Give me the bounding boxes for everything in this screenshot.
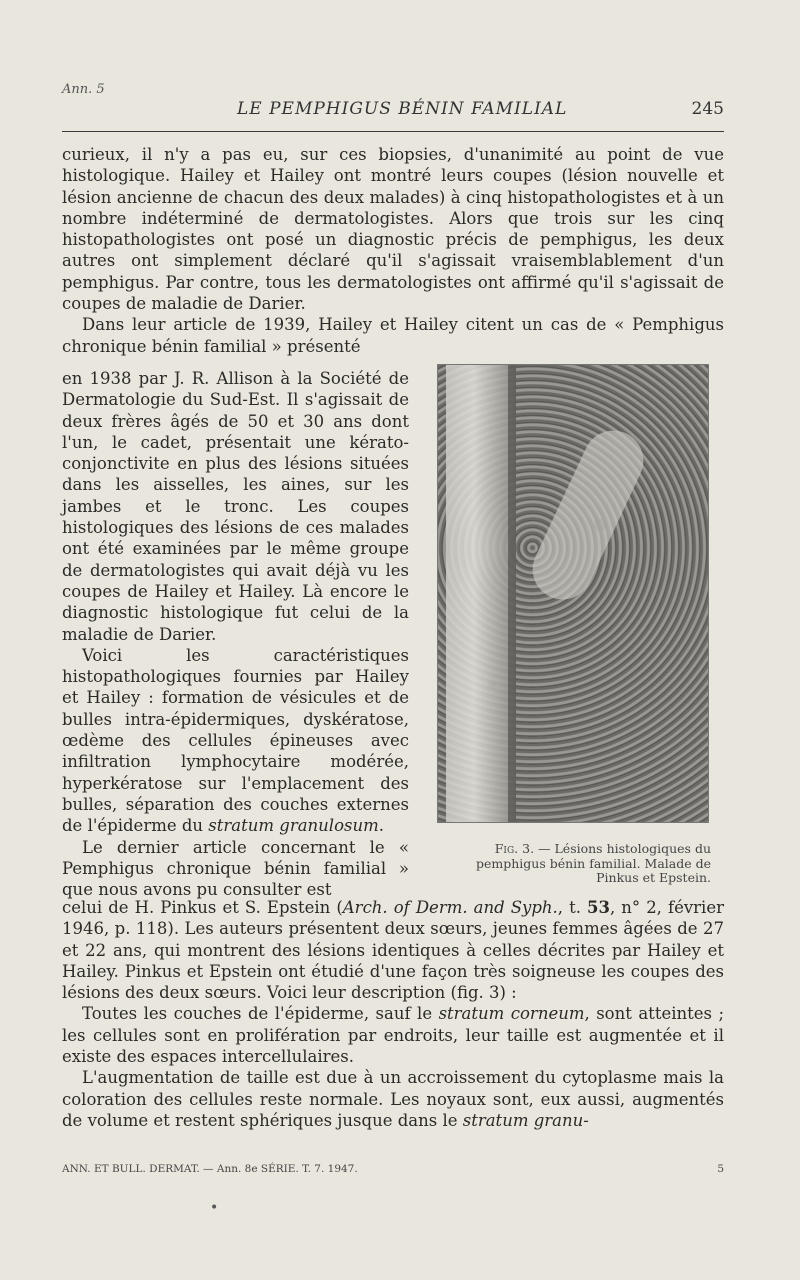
- paragraph-4-text-b: , t.: [557, 898, 587, 917]
- paragraph-3-text: Voici les caractéristiques histopathologiques fournies par Hailey et Hailey : formation de vésicules et de bulles intra-épidermiques, dyskératose, œdème des cellules épineuses avec infiltration lymphocytaire modérée, hyperkératose sur l'emplacement des bulles, séparation des couches externes de l'épiderme du: [62, 645, 409, 836]
- text-block-top: [62, 144, 724, 357]
- journal-title: Arch. of Derm. and Syph.: [342, 898, 558, 917]
- figure-edge-line: [508, 365, 516, 822]
- stratum-corneum-term: stratum corneum: [438, 1004, 585, 1024]
- running-title: LE PEMPHIGUS BÉNIN FAMILIAL: [237, 99, 568, 119]
- paragraph-3-end: .: [378, 816, 385, 836]
- text-block-bottom: [62, 897, 724, 1131]
- paragraph-2-lead: Dans leur article de 1939, Hailey et Hailey citent un cas de « Pemphigus chronique bénin familial » présenté: [62, 315, 724, 356]
- page-footer: [62, 1163, 724, 1175]
- paragraph-4-start: Le dernier article concernant le « Pemphigus chronique bénin familial » que nous avons pu consulter est: [62, 837, 409, 900]
- paragraph-4: [62, 897, 724, 1003]
- running-head: [62, 99, 724, 121]
- header-rule: [62, 131, 724, 132]
- stratum-granulosum-term-2: stratum granu-: [462, 1110, 589, 1130]
- paragraph-2-continued: en 1938 par J. R. Allison à la Société de Dermatologie du Sud-Est. Il s'agissait de deux frères âgés de 50 et 30 ans dont l'un, le cadet, présentait une kérato-conjonctivite en plus des lésions situées dans les aisselles, les aines, sur les jambes et le tronc. Les coupes histologiques des lésions de ces malades ont été examinées par le même groupe de dermatologistes qui avait déjà vu les coupes de Hailey et Hailey. Là encore le diagnostic histologique fut celui de la maladie de Darier.: [62, 369, 409, 644]
- paragraph-6-text: L'augmentation de taille est due à un accroissement du cytoplasme mais la coloration des cellules reste normale. Les noyaux sont, eux aussi, augmentés de volume et restent sphériques jusque dans le: [62, 1068, 724, 1130]
- paragraph-6: [62, 1067, 724, 1131]
- paragraph-5-text: Toutes les couches de l'épiderme, sauf le: [82, 1004, 439, 1024]
- page-number: 245: [691, 99, 724, 119]
- journal-volume: 53: [587, 898, 610, 917]
- ink-smudge: •: [210, 1200, 219, 1216]
- corner-mark: Ann. 5: [62, 82, 105, 97]
- paragraph-1: curieux, il n'y a pas eu, sur ces biopsies, d'unanimité au point de vue histologique. Hailey et Hailey ont montré leurs coupes (lésion nouvelle et lésion ancienne de chacun des deux malades) à cinq histopathologistes et à un nombre indéterminé de dermatologistes. Alors que trois sur les cinq histopathologistes ont posé un diagnostic précis de pemphigus, les deux autres ont simplement déclaré qu'il s'agissait vraisemblablement d'un pemphigus. Par contre, tous les dermatologistes ont affirmé qu'il s'agissait de coupes de maladie de Darier.: [62, 145, 724, 314]
- figure-caption-text: — Lésions histologiques du pemphigus bénin familial. Malade de Pinkus et Epstein.: [475, 841, 711, 885]
- figure-cleft: [523, 421, 653, 609]
- footer-citation: ANN. ET BULL. DERMAT. — Ann. 8e SÉRIE. T. 7. 1947.: [62, 1163, 358, 1175]
- paragraph-3: [62, 645, 409, 837]
- stratum-granulosum-term: stratum granulosum: [208, 816, 379, 836]
- footer-signature-number: 5: [717, 1163, 724, 1175]
- paragraph-4-text-c: , n° 2, février 1946, p. 118). Les auteurs présentent deux sœurs, jeunes femmes âgées de 27 et 22 ans, qui montrent des lésions identiques à celles décrites par Hailey et Hailey. Pinkus et Epstein ont étudié d'une façon très soigneuse les coupes des lésions des deux sœurs. Voici leur description (fig. 3) :: [62, 898, 724, 1003]
- paragraph-5: [62, 1003, 724, 1067]
- paragraph-4-text: celui de H. Pinkus et S. Epstein (: [62, 898, 343, 917]
- figure-caption: [437, 842, 711, 886]
- text-column-beside-figure: [62, 368, 409, 900]
- paragraph-5-text-b: , sont atteintes ; les cellules sont en prolifération par endroits, leur taille est augmentée et il existe des espaces intercellulaires.: [62, 1004, 725, 1067]
- figure-epidermis-band: [446, 365, 516, 822]
- histology-figure: [437, 364, 709, 823]
- figure-caption-label: Fig. 3.: [494, 841, 535, 856]
